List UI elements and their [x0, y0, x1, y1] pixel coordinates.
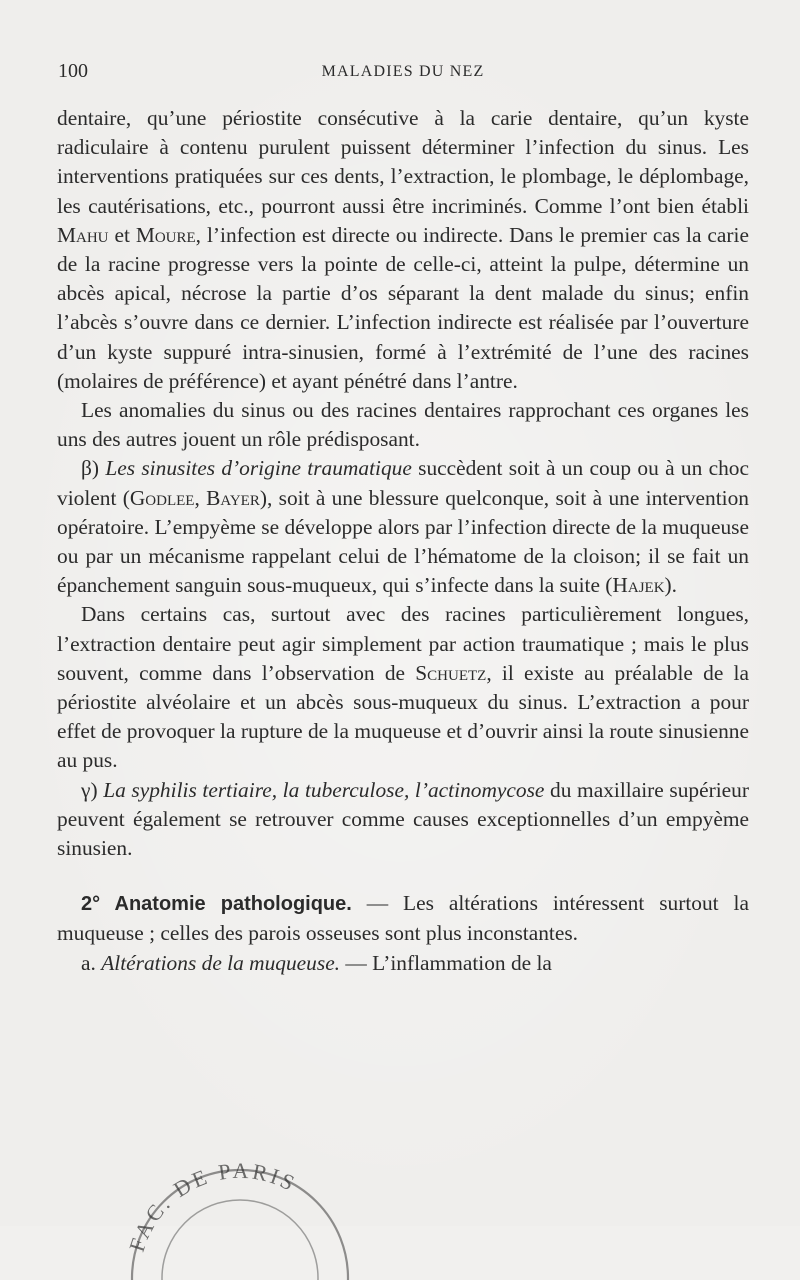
paragraph-5: γ) La syphilis tertiaire, la tuberculose, l’actinomycose du maxillaire supérieur peuvent également se retrouver comme causes exceptionnelles d’un empyème sinusien.	[57, 777, 749, 861]
stamp-text: FAC. DE PARIS	[123, 1160, 302, 1255]
paragraph-4: Dans certains cas, surtout avec des racines particulièrement longues, l’extraction dentaire peut agir simplement par action traumatique ; mais le plus souvent, comme dans l’observation de Schuetz, il existe au préalable de la périostite alvéolaire et un abcès sous-muqueux du sinus. L’extraction a pour effet de provoquer la rupture de la muqueuse et d’ouvrir ainsi la route sinusienne au pus.	[57, 602, 749, 773]
author-name: Mahu	[57, 222, 109, 247]
author-name: Bayer	[206, 485, 260, 510]
section-title: 2° Anatomie pathologique.	[81, 893, 352, 916]
paragraph-2: Les anomalies du sinus ou des racines dentaires rapprochant ces organes les uns des autres jouent un rôle prédisposant.	[57, 398, 749, 452]
page-number: 100	[58, 60, 88, 82]
paragraph-3: β) Les sinusites d’origine traumatique succèdent soit à un coup ou à un choc violent (Godlee, Bayer), soit à une blessure quelconque, soit à une intervention opératoire. L’empyème se développe alors par l’infection directe de la muqueuse ou par un mécanisme rappelant celui de l’hématome de la cloison; il se fait un épanchement sanguin sous-muqueux, qui s’infecte dans la suite (Hajek).	[57, 456, 749, 598]
library-stamp	[110, 1160, 370, 1280]
body-text	[57, 104, 749, 978]
paragraph-6: 2° Anatomie pathologique. — Les altérations intéressent surtout la muqueuse ; celles des parois osseuses sont plus inconstantes.	[57, 891, 749, 946]
subsection-title: Altérations de la muqueuse.	[101, 950, 341, 975]
author-name: Godlee	[129, 485, 195, 510]
paragraph-1: dentaire, qu’une périostite consécutive à la carie dentaire, qu’un kyste radiculaire à contenu purulent puissent déterminer l’infection du sinus. Les interventions pratiquées sur ces dents, l’extraction, le plombage, le déplombage, les cautérisations, etc., pourront aussi être incriminés. Comme l’ont bien établi Mahu et Moure, l’infection est directe ou indirecte. Dans le premier cas la carie de la racine progresse vers la pointe de celle-ci, atteint la pulpe, détermine un abcès apical, nécrose la partie d’os séparant la dent malade du sinus; enfin l’abcès s’ouvre dans ce dernier. L’infection indirecte est réalisée par l’ouverture d’un kyste suppuré intra-sinusien, formé à l’extrémité de l’une des racines (molaires de préférence) et ayant pénétré dans l’antre.	[57, 106, 749, 393]
subsection-title: La syphilis tertiaire, la tuberculose, l’actinomycose	[103, 777, 545, 802]
running-head: MALADIES DU NEZ	[321, 63, 485, 80]
author-name: Hajek	[612, 573, 665, 598]
paragraph-7: a. Altérations de la muqueuse. — L’inflammation de la	[81, 950, 552, 975]
author-name: Moure	[135, 222, 196, 247]
subsection-title: Les sinusites d’origine traumatique	[105, 456, 412, 481]
author-name: Schuetz	[415, 660, 487, 685]
page-header	[58, 60, 748, 90]
